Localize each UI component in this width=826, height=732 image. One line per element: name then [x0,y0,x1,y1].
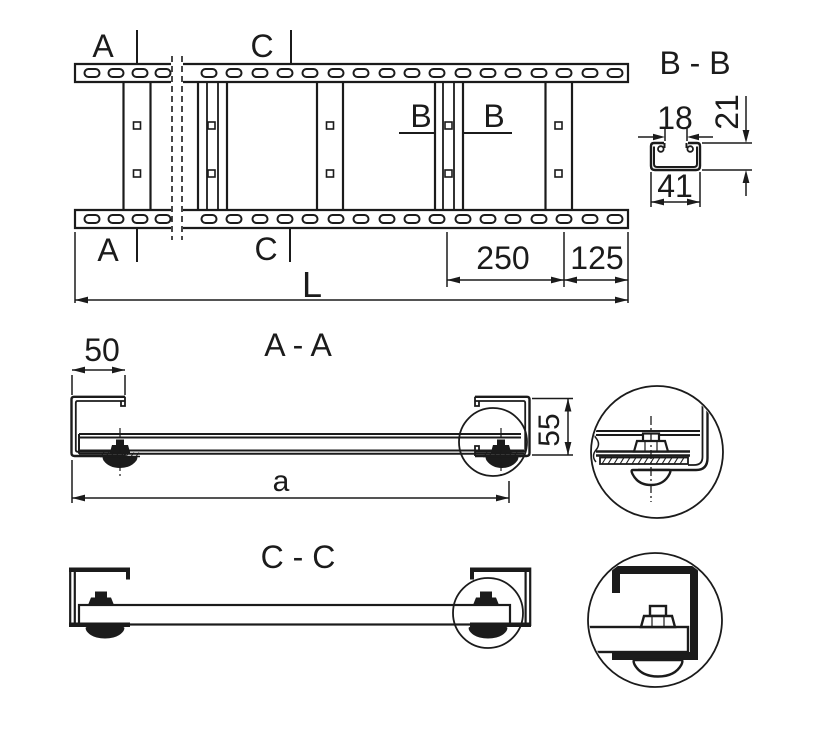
dim-18-label: 18 [657,100,693,136]
dim-a-label: a [272,465,290,498]
aa-right-bolt-head [486,457,519,469]
rung-2-lips [207,82,218,210]
rung-5 [546,82,573,210]
cc-detail-nut [641,606,675,627]
section-a-label-bottom: A [97,232,119,268]
aa-detail-view [591,386,723,518]
drawing-labels [84,28,745,575]
section-a-label-top: A [92,28,114,64]
section-cc-view [69,568,531,649]
section-cc-title: C - C [260,539,336,575]
plan-dimensions [75,232,628,303]
rail-slots [85,69,623,223]
dim-250-label: 250 [476,240,530,276]
rung-4 [435,82,463,210]
aa-rung [79,434,524,454]
section-aa-view [72,367,574,503]
dim-21-label: 21 [709,94,745,130]
cc-detail-view [584,553,722,687]
dim-L-label: L [301,264,323,305]
section-aa-title: A - A [264,327,332,363]
cc-detail-rung-bar [584,627,688,652]
dim-50-label: 50 [84,332,120,368]
aa-detail-content [594,386,708,502]
dim50-extensions [72,375,125,395]
section-c-label-bottom: C [254,231,278,267]
aa-detail-washer [600,458,688,465]
section-c-label-top: C [250,28,274,64]
dim-41-label: 41 [657,168,693,204]
rung-3 [317,82,343,210]
dim-125-label: 125 [570,240,624,276]
rung-1 [124,82,151,210]
dim-55-label: 55 [533,413,566,447]
section-b-label-right: B [483,98,505,134]
section-b-label-left: B [410,98,432,134]
rung-4-lips [443,82,454,210]
cc-rung-bar [79,605,510,625]
section-bb-title: B - B [659,45,731,81]
rung-2 [198,82,227,210]
dimA-extensions [72,460,509,503]
dim21-extensions [702,143,752,170]
dimension-extension-lines [75,232,628,303]
plan-view [75,30,628,303]
plan-rungs [124,82,573,210]
break-lines [172,56,182,240]
cc-detail-bolt-head [634,660,683,677]
